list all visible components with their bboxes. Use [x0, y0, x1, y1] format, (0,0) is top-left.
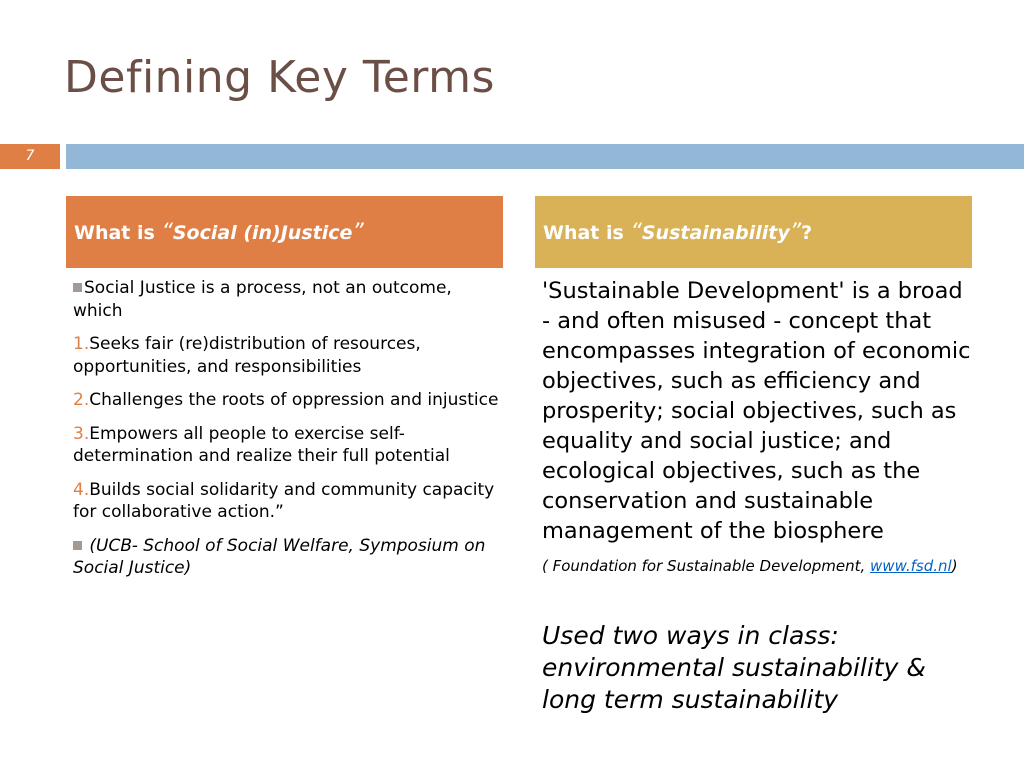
sustainability-header: [535, 196, 972, 268]
item-number: 3.: [73, 423, 90, 444]
sustainability-content: [542, 276, 972, 716]
bullet-square-icon: [73, 541, 82, 550]
citation-suffix: ): [951, 557, 958, 575]
list-item: [73, 333, 501, 378]
source-bullet: [73, 535, 501, 580]
header-suffix: ?: [801, 222, 813, 244]
open-quote: “: [161, 220, 173, 245]
citation: [542, 556, 972, 577]
item-text: Seeks fair (re)distribution of resources, opportunities, and responsibilities: [73, 334, 421, 377]
item-text: Empowers all people to exercise self-determination and realize their full potential: [73, 423, 450, 466]
item-number: 4.: [73, 479, 90, 500]
bullet-square-icon: [73, 283, 82, 292]
source-text: (UCB- School of Social Welfare, Symposium on Social Justice): [73, 535, 486, 578]
header-term: Sustainability: [641, 222, 790, 244]
list-item: [73, 389, 501, 412]
usage-note: Used two ways in class: environmental sustainability & long term sustainability: [542, 621, 926, 714]
close-quote: ”: [789, 220, 802, 245]
slide-title: Defining Key Terms: [64, 52, 495, 103]
sustainability-definition: 'Sustainable Development' is a broad - and often misused - concept that encompasses integration of economic objectives, such as efficiency and prosperity; social objectives, such as equality and social justice; and ecological objectives, such as the conservation and sustainable management of the biosphere: [542, 278, 971, 544]
intro-text: Social Justice is a process, not an outcome, which: [73, 278, 452, 321]
slide-number: 7: [0, 144, 60, 169]
social-justice-content: [73, 277, 501, 591]
item-text: Challenges the roots of oppression and injustice: [89, 390, 499, 410]
list-item: [73, 479, 501, 524]
header-prefix: What is: [543, 222, 631, 244]
close-quote: ”: [352, 220, 364, 245]
intro-bullet: [73, 277, 501, 322]
citation-prefix: ( Foundation for Sustainable Development,: [542, 557, 871, 575]
item-number: 2.: [73, 390, 90, 410]
social-justice-header: [66, 196, 503, 268]
item-text: Builds social solidarity and community capacity for collaborative action.”: [73, 479, 495, 522]
header-divider-bar: [66, 144, 1024, 169]
open-quote: “: [630, 220, 642, 245]
header-term: Social (in)Justice: [172, 222, 353, 244]
fsd-link[interactable]: www.fsd.nl: [870, 557, 952, 575]
list-item: [73, 423, 501, 468]
item-number: 1.: [73, 334, 90, 354]
header-prefix: What is: [74, 222, 162, 244]
